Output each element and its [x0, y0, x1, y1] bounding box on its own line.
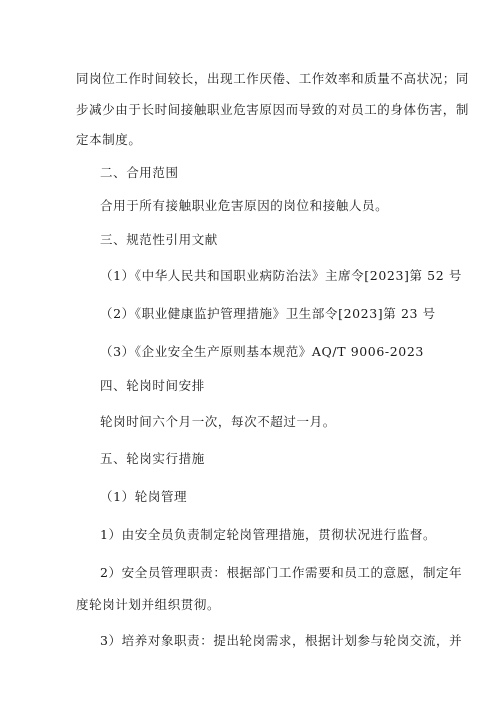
measure-item-2-line-2: 度轮岗计划并组织贯彻。: [76, 597, 221, 612]
intro-line-1: 同岗位工作时间较长，出现工作厌倦、工作效率和质量不高状况；同: [76, 71, 470, 86]
schedule-heading: 四、轮岗时间安排: [100, 378, 205, 393]
schedule-body: 轮岗时间六个月一次，每次不超过一月。: [100, 414, 336, 429]
intro-line-2: 步减少由于长时间接触职业危害原因而导致的对员工的身体伤害，制: [76, 102, 470, 117]
scope-heading: 二、合用范围: [100, 165, 179, 180]
measure-item-1: 1）由安全员负责制定轮岗管理措施，贯彻状况进行监督。: [100, 527, 437, 542]
reference-1: （1）《中华人民共和国职业病防治法》主席令[2023]第 52 号: [100, 268, 462, 283]
measure-item-2-line-1: 2）安全员管理职责：根据部门工作需要和员工的意愿，制定年: [100, 565, 463, 580]
refs-heading: 三、规范性引用文献: [100, 232, 218, 247]
measures-heading: 五、轮岗实行措施: [100, 451, 205, 466]
scope-body: 合用于所有接触职业危害原因的岗位和接触人员。: [100, 198, 389, 213]
reference-2: （2）《职业健康监护管理措施》卫生部令[2023]第 23 号: [100, 306, 436, 321]
measure-item-3-line-1: 3）培养对象职责：提出轮岗需求，根据计划参与轮岗交流，并: [100, 633, 463, 648]
measures-subheading: （1）轮岗管理: [100, 489, 188, 504]
reference-3: （3）《企业安全生产原则基本规范》AQ/T 9006-2023: [100, 344, 424, 359]
intro-line-3: 定本制度。: [76, 132, 142, 147]
